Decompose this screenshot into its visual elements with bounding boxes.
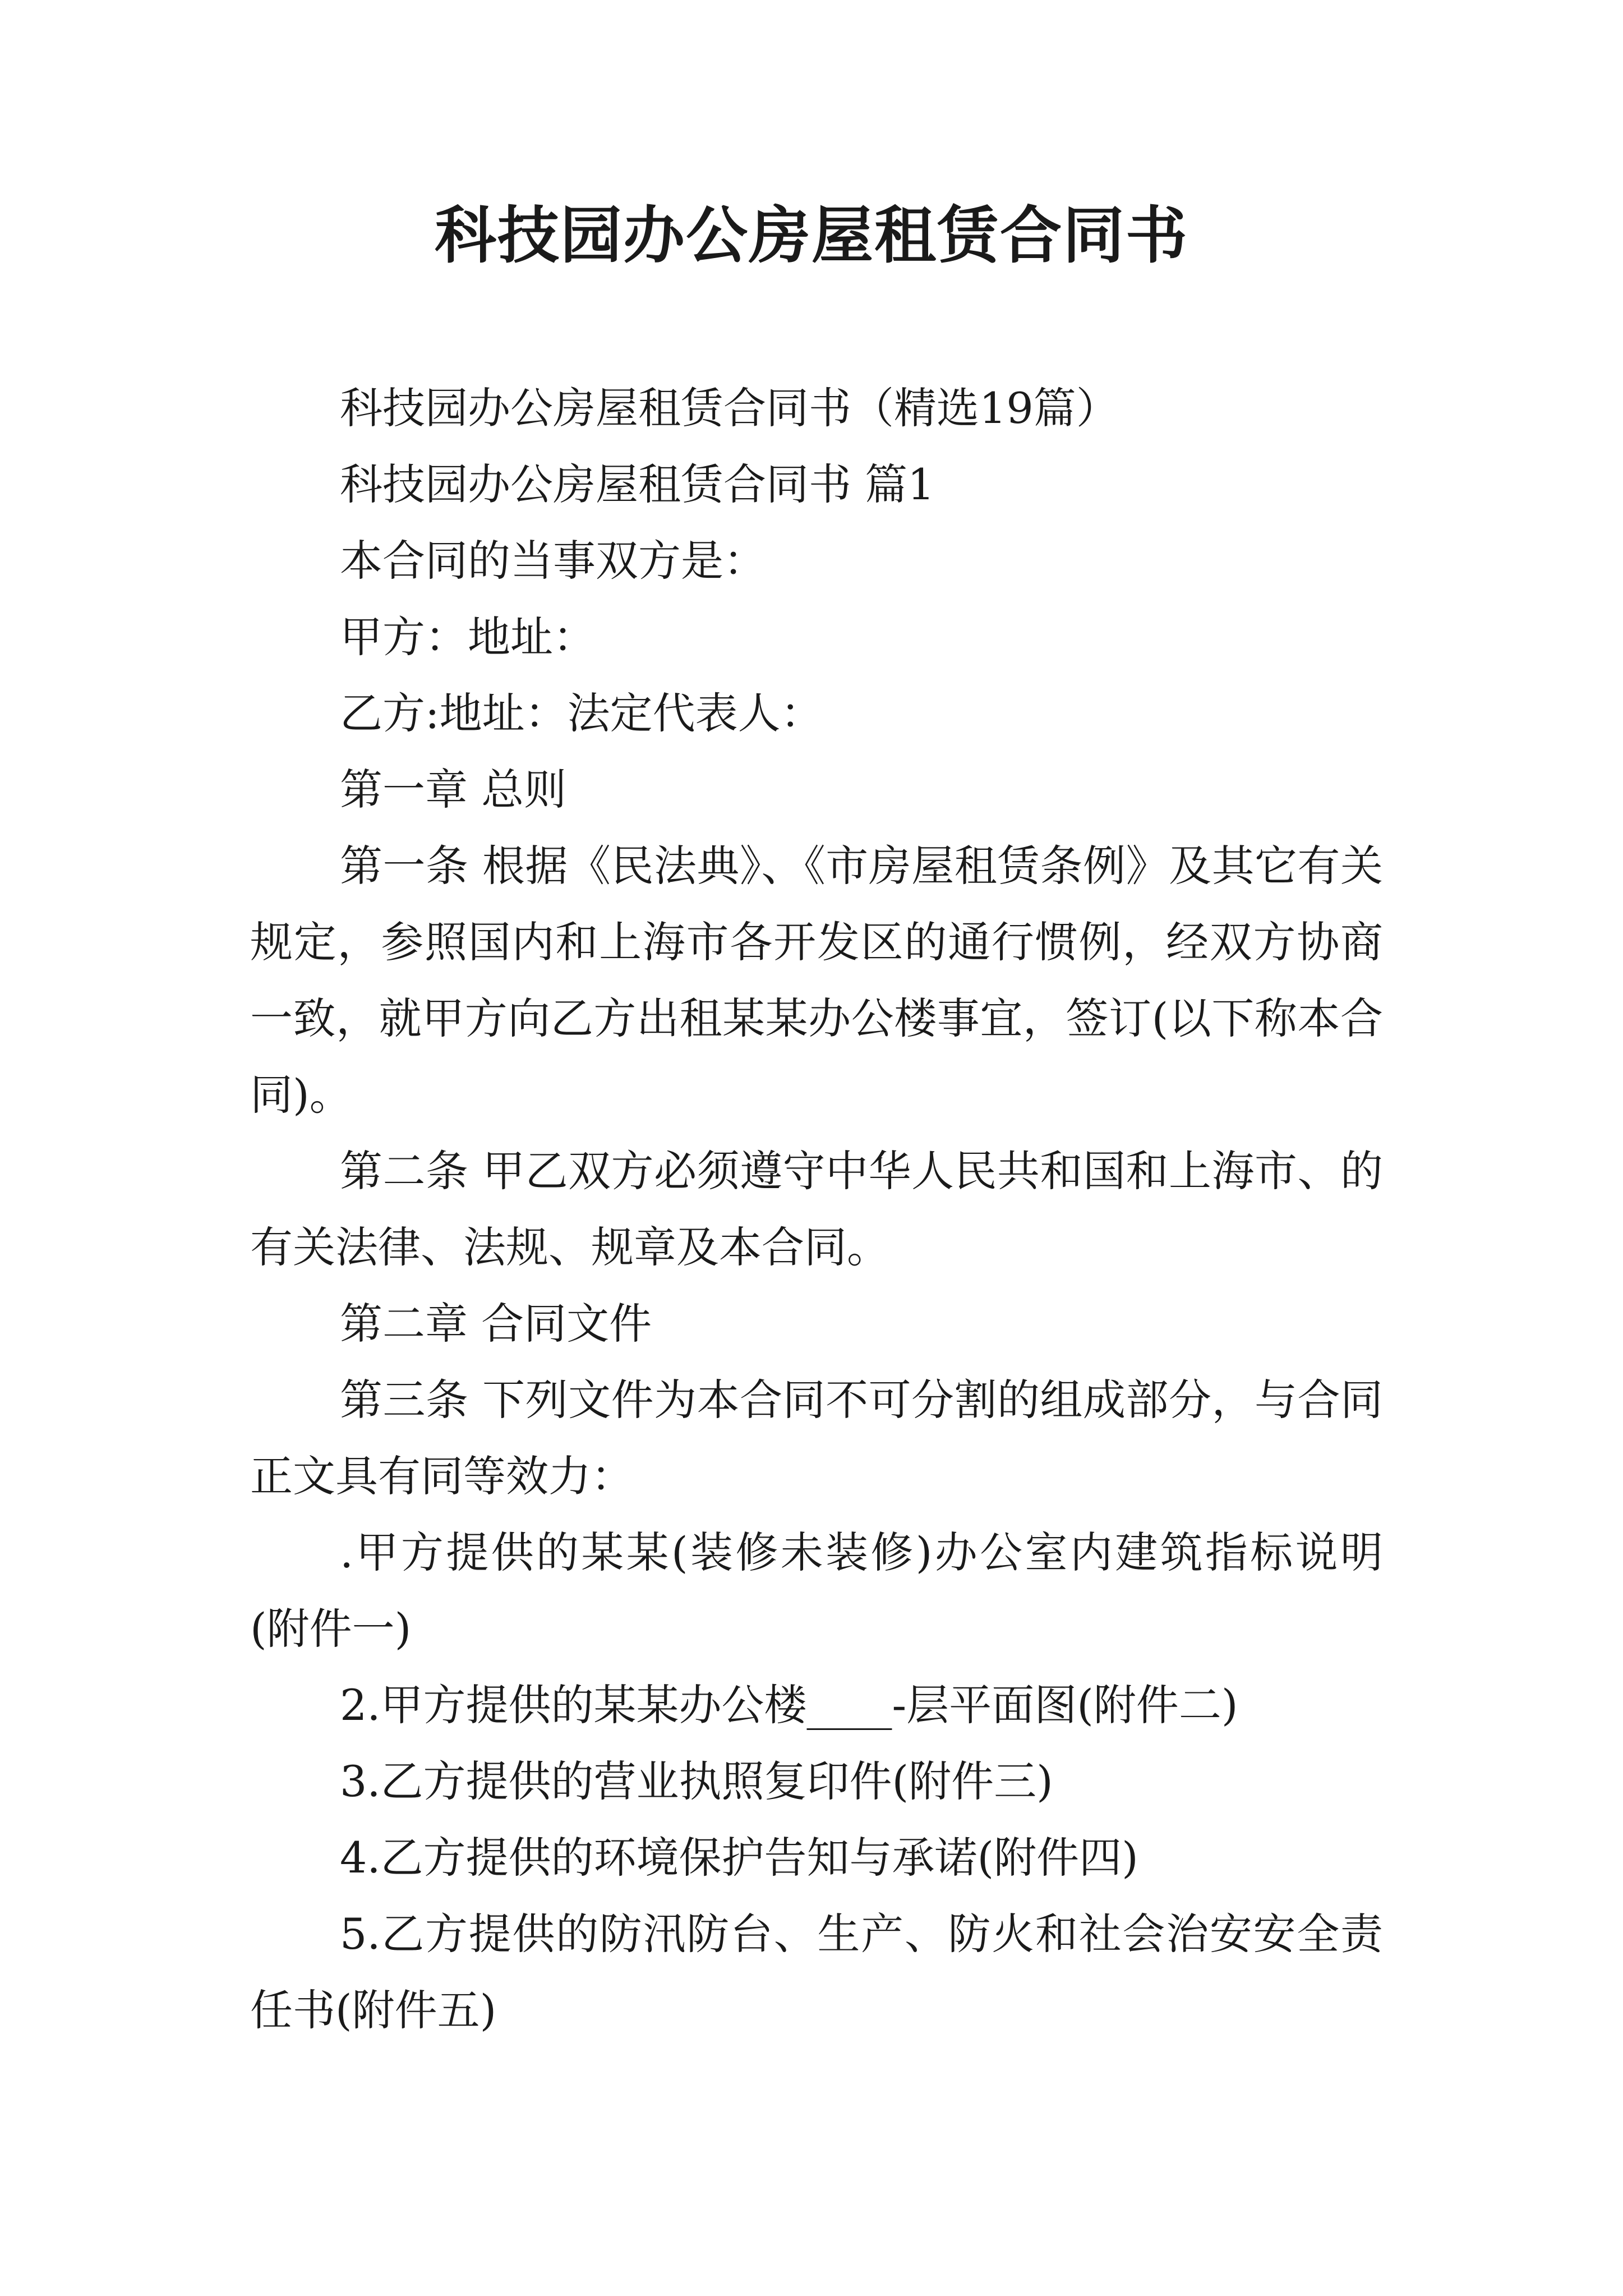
document-title: 科技园办公房屋租赁合同书 [435, 200, 1188, 272]
paragraph-chapter-2: 第二章 合同文件 [340, 1299, 652, 1349]
document-body [250, 370, 1383, 2049]
paragraph-party-a: 甲方：地址： [340, 612, 596, 662]
paragraph-parties-intro: 本合同的当事双方是： [340, 536, 766, 586]
paragraph-section-heading: 科技园办公房屋租赁合同书 篇1 [340, 459, 935, 509]
paragraph-annex-2: 2.甲方提供的某某办公楼____-层平面图(附件二) [340, 1680, 1238, 1730]
paragraph-subtitle: 科技园办公房屋租赁合同书（精选19篇） [340, 383, 1119, 433]
paragraph-party-b: 乙方:地址：法定代表人： [340, 688, 823, 738]
paragraph-annex-5: 5.乙方提供的防汛防台、生产、防火和社会治安安全责任书(附件五) [250, 1909, 1383, 2035]
paragraph-article-1: 第一条 根据《民法典》、《市房屋租赁条例》及其它有关规定，参照国内和上海市各开发区的通行惯例，经双方协商一致，就甲方向乙方出租某某办公楼事宜，签订(以下称本合同)。 [250, 841, 1383, 1120]
paragraph-article-3: 第三条 下列文件为本合同不可分割的组成部分，与合同正文具有同等效力： [250, 1375, 1383, 1501]
paragraph-annex-4: 4.乙方提供的环境保护告知与承诺(附件四) [340, 1833, 1138, 1883]
paragraph-annex-1: .甲方提供的某某(装修未装修)办公室内建筑指标说明(附件一) [250, 1527, 1383, 1654]
paragraph-annex-3: 3.乙方提供的营业执照复印件(附件三) [340, 1756, 1053, 1806]
paragraph-chapter-1: 第一章 总则 [340, 765, 567, 815]
paragraph-article-2: 第二条 甲乙双方必须遵守中华人民共和国和上海市、的有关法律、法规、规章及本合同。 [250, 1146, 1383, 1272]
